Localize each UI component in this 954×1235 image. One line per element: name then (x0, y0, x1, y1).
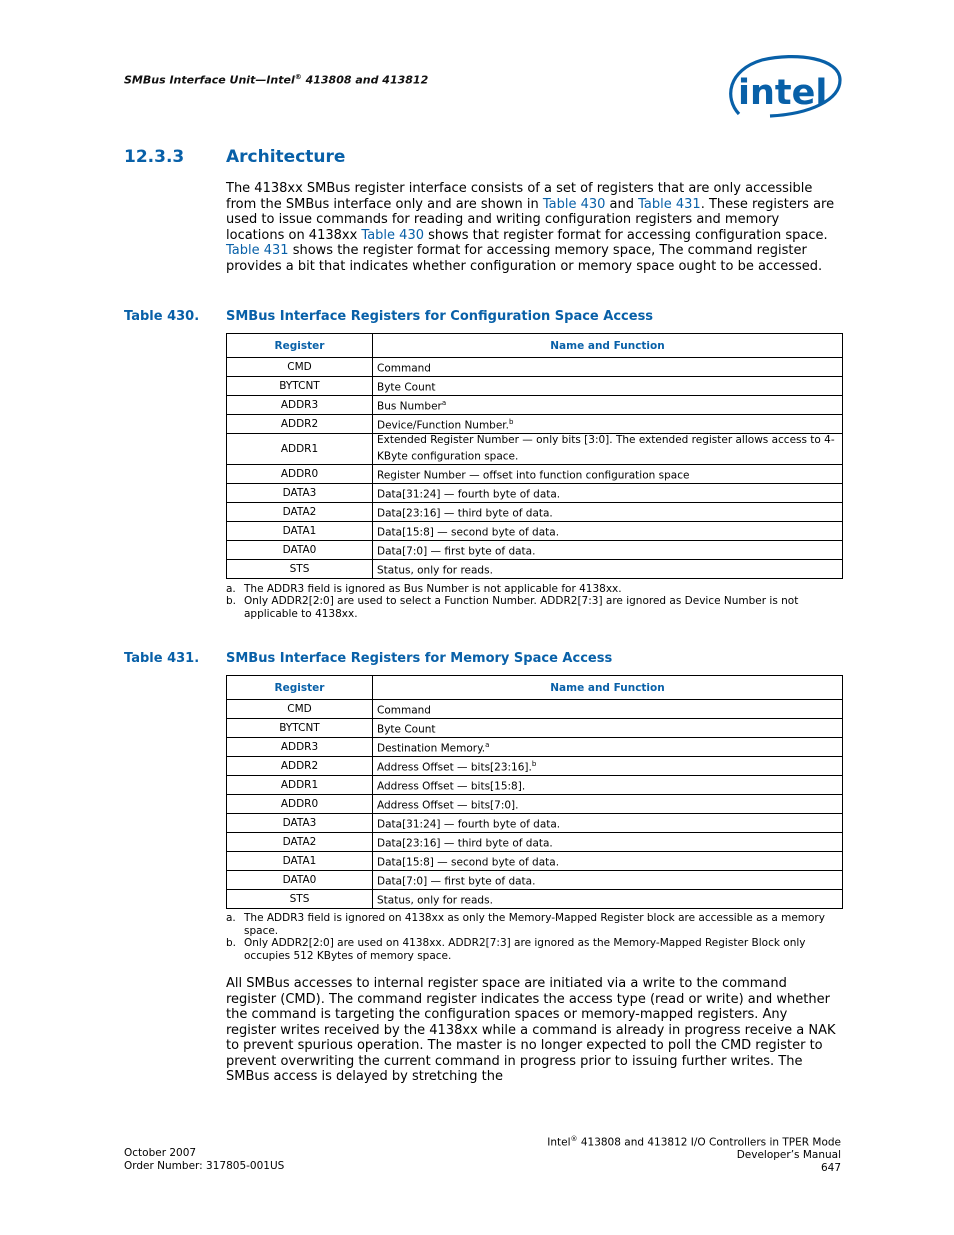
function-cell: Command (373, 358, 843, 377)
link-table-431[interactable]: Table 431 (638, 196, 701, 212)
footnote-ref-b[interactable]: b (531, 759, 537, 768)
footer-manual: Developer’s Manual (736, 1149, 841, 1161)
section-title: Architecture (226, 147, 346, 167)
table-row (227, 814, 843, 833)
register-cell: DATA2 (227, 833, 373, 852)
table-row (227, 541, 843, 560)
function-cell: Data[31:24] — fourth byte of data. (373, 814, 843, 833)
table-431 (226, 675, 843, 909)
intro-paragraph: The 4138xx SMBus register interface consists of a set of registers that are only accessible from the SMBus interface only and are shown in Table 430 and Table 431. These registers are used to issue commands for reading and writing configuration registers and memory locations on 4138xx Table 430 shows that register format for accessing configuration space. Table 431 shows the register format for accessing memory space, The command register provides a bit that indicates whether configuration or memory space ought to be accessed. (226, 181, 835, 274)
register-cell: CMD (227, 700, 373, 719)
register-cell: ADDR2 (227, 757, 373, 776)
footer-left (124, 1147, 284, 1172)
register-cell: ADDR0 (227, 465, 373, 484)
register-cell: BYTCNT (227, 377, 373, 396)
link-table-431[interactable]: Table 431 (226, 243, 289, 258)
closing-paragraph: All SMBus accesses to internal register space are initiated via a write to the command register (CMD). The command register indicates the access type (read or write) and whether the command is targeting the configuration spaces or memory-mapped registers. Any register writes received by the 4138xx while a command is already in progress receive a NAK to prevent spurious operation. The master is no longer expected to poll the CMD register to prevent overwriting the current command in progress prior to issuing further writes. The SMBus access is delayed by stretching the (226, 976, 836, 1084)
table-430-caption-title: SMBus Interface Registers for Configuration Space Access (226, 309, 654, 324)
register-cell: DATA0 (227, 871, 373, 890)
function-cell: Bus Number$^a$ (373, 396, 843, 415)
function-cell: Command (373, 700, 843, 719)
table-431-caption-number: Table 431. (124, 651, 200, 666)
link-table-430[interactable]: Table 430 (542, 196, 606, 212)
table-row (227, 415, 843, 434)
function-cell: Data[23:16] — third byte of data. (373, 833, 843, 852)
table-row (227, 871, 843, 890)
table-header-row (227, 334, 843, 358)
register-cell: ADDR1 (227, 434, 373, 465)
table-row (227, 522, 843, 541)
table-430-footnote-b: b. Only ADDR2[2:0] are used to select a Function Number. ADDR2[7:3] are ignored as Device Number is not applicable to 4138xx. (226, 595, 799, 620)
register-cell: DATA1 (227, 852, 373, 871)
register-cell: ADDR3 (227, 396, 373, 415)
table-row (227, 719, 843, 738)
table-431-footnote-b: b. Only ADDR2[2:0] are used on 4138xx. ADDR2[7:3] are ignored as the Memory-Mapped Register Block only occupies 512 KBytes of memory space. (226, 937, 806, 962)
footnote-ref-a[interactable]: a (441, 398, 447, 407)
function-cell: Data[15:8] — second byte of data. (373, 852, 843, 871)
table-row (227, 396, 843, 415)
footer-date: October 2007 (124, 1147, 197, 1159)
table-row (227, 503, 843, 522)
footer-order-number: Order Number: 317805-001US (124, 1159, 285, 1172)
register-cell: STS (227, 890, 373, 909)
register-cell: DATA3 (227, 814, 373, 833)
register-cell: DATA0 (227, 541, 373, 560)
function-cell: Data[7:0] — first byte of data. (373, 541, 843, 560)
function-cell: Status, only for reads. (373, 560, 843, 579)
function-cell: Byte Count (373, 719, 843, 738)
table-row (227, 890, 843, 909)
register-cell: STS (227, 560, 373, 579)
function-cell: Address Offset — bits[7:0]. (373, 795, 843, 814)
register-cell: ADDR3 (227, 738, 373, 757)
running-header: SMBus Interface Unit—Intel® 413808 and 413812 (124, 73, 429, 87)
column-header-register: Register (227, 676, 373, 700)
column-header-register: Register (227, 334, 373, 358)
function-cell: Device/Function Number.$^b$ (373, 415, 843, 434)
table-row (227, 833, 843, 852)
table-431-caption-title: SMBus Interface Registers for Memory Space Access (226, 651, 613, 666)
footnote-ref-b[interactable]: b (509, 417, 514, 426)
register-cell: BYTCNT (227, 719, 373, 738)
function-cell: Destination Memory.$^a$ (373, 738, 843, 757)
table-431-footnote-a: a. The ADDR3 field is ignored on 4138xx as only the Memory-Mapped Register block are accessible as a memory space. (226, 912, 825, 937)
table-row (227, 776, 843, 795)
register-cell: CMD (227, 358, 373, 377)
section-number: 12.3.3 (124, 147, 185, 167)
table-430-caption-number: Table 430. (124, 309, 200, 324)
table-430-footnote-a: a. The ADDR3 field is ignored as Bus Number is not applicable for 4138xx. (226, 583, 622, 595)
function-cell: Status, only for reads. (373, 890, 843, 909)
function-cell: Data[7:0] — first byte of data. (373, 871, 843, 890)
table-row (227, 795, 843, 814)
table-row (227, 738, 843, 757)
table-row (227, 358, 843, 377)
footnote-ref-a[interactable]: a (485, 740, 490, 749)
register-cell: ADDR2 (227, 415, 373, 434)
intel-logo (724, 50, 844, 130)
table-row (227, 465, 843, 484)
table-row (227, 484, 843, 503)
function-cell: Data[23:16] — third byte of data. (373, 503, 843, 522)
register-cell: ADDR0 (227, 795, 373, 814)
table-row (227, 700, 843, 719)
page-number: 647 (820, 1161, 841, 1174)
table-header-row (227, 676, 843, 700)
function-cell: Register Number — offset into function configuration space (373, 465, 843, 484)
function-cell: Address Offset — bits[23:16].$^b$ (373, 757, 843, 776)
table-row (227, 560, 843, 579)
register-cell: ADDR1 (227, 776, 373, 795)
function-cell: Extended Register Number — only bits [3:0]. The extended register allows access to 4-KByte configuration space. (373, 434, 843, 465)
link-table-430[interactable]: Table 430 (361, 227, 424, 243)
column-header-name-function: Name and Function (373, 676, 843, 700)
function-cell: Address Offset — bits[15:8]. (373, 776, 843, 795)
function-cell: Data[31:24] — fourth byte of data. (373, 484, 843, 503)
intel-logo-text: intel (738, 73, 828, 113)
register-cell: DATA2 (227, 503, 373, 522)
column-header-name-function: Name and Function (373, 334, 843, 358)
function-cell: Byte Count (373, 377, 843, 396)
function-cell: Data[15:8] — second byte of data. (373, 522, 843, 541)
table-row (227, 377, 843, 396)
table-430 (226, 333, 843, 579)
table-row (227, 757, 843, 776)
table-row (227, 434, 843, 465)
register-cell: DATA3 (227, 484, 373, 503)
footer-product: Intel® 413808 and 413812 I/O Controllers in TPER Mode (547, 1135, 841, 1149)
footer-right (547, 1133, 841, 1174)
register-cell: DATA1 (227, 522, 373, 541)
table-row (227, 852, 843, 871)
